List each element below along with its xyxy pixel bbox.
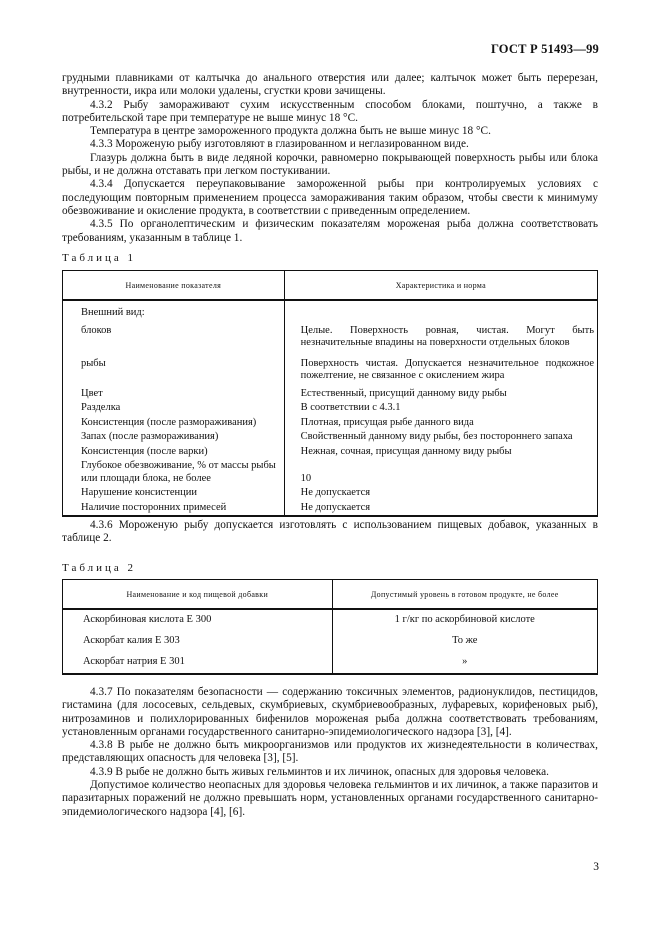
table1-header-value: Характеристика и норма [284, 271, 597, 301]
table1-cell-name: Глубокое обезвоживание, % от массы рыбы или площади блока, не более [63, 459, 285, 486]
table1-cell-name: Консистенция (после размораживания) [63, 416, 285, 431]
table-row [63, 631, 598, 652]
table2-cell-name: Аскорбиновая кислота Е 300 [63, 609, 333, 631]
table1-cell-name: Нарушение консистенции [63, 486, 285, 501]
table-row [63, 609, 598, 631]
table1-cell-value: Естественный, присущий данному виду рыбы [284, 387, 597, 402]
table2-cell-name: Аскорбат натрия Е 301 [63, 652, 333, 674]
table1-cell-name: Запах (после размораживания) [63, 430, 285, 445]
table2-cell-value: То же [332, 631, 597, 652]
table-row [63, 387, 598, 402]
table1-cell-value: Нежная, сочная, присущая данному виду рыбы [284, 445, 597, 460]
table1-cell-value: Не допускается [284, 501, 597, 517]
table1-body [63, 300, 598, 516]
table1-cell-name: блоков [63, 321, 285, 354]
table1-cell-name: Разделка [63, 401, 285, 416]
paragraph-4-3-8: 4.3.8 В рыбе не должно быть микроорганизмов или продуктов их жизнедеятельности в количествах, представляющих опасность для человека [3], [5]. [62, 739, 598, 765]
table-row [63, 321, 598, 354]
table-row [63, 401, 598, 416]
table-row [63, 486, 598, 501]
table-row [63, 430, 598, 445]
table2-cell-value: » [332, 652, 597, 674]
table-2 [62, 579, 598, 675]
table1-cell-value: Не допускается [284, 486, 597, 501]
table1-cell-name: Наличие посторонних примесей [63, 501, 285, 517]
table2-cell-value: 1 г/кг по аскорбиновой кислоте [332, 609, 597, 631]
table1-cell-value: 10 [284, 459, 597, 486]
table1-cell-name: рыбы [63, 354, 285, 387]
table1-header-name: Наименование показателя [63, 271, 285, 301]
paragraph: Глазурь должна быть в виде ледяной корочки, равномерно покрывающей поверхность рыбы или блока рыбы, и не должна отставать при легком постукивании. [62, 151, 598, 178]
table2-cell-name: Аскорбат калия Е 303 [63, 631, 333, 652]
table1-cell-value: Свойственный данному виду рыбы, без постороннего запаха [284, 430, 597, 445]
table2-header-value: Допустимый уровень в готовом продукте, не более [332, 580, 597, 610]
table1-caption-wrap [62, 252, 598, 265]
table2-header-name: Наименование и код пищевой добавки [63, 580, 333, 610]
table1-cell-value: Плотная, присущая рыбе данного вида [284, 416, 597, 431]
table1-cell-value: Поверхность чистая. Допускается незначительное подкожное пожелтение, не связанное с окислением жира [284, 354, 597, 387]
standard-header: ГОСТ Р 51493—99 [490, 42, 599, 56]
paragraph: грудными плавниками от калтычка до анального отверстия или далее; калтычок может быть перерезан, внутренности, икра или молоки удалены, сгустки крови зачищены. [62, 72, 598, 98]
table1-cell-name: Цвет [63, 387, 285, 402]
paragraph-4-3-9: 4.3.9 В рыбе не должно быть живых гельминтов и их личинок, опасных для здоровья человека. [90, 765, 549, 778]
table1-cell-value: В соответствии с 4.3.1 [284, 401, 597, 416]
table-row [63, 501, 598, 517]
bottom-text-block [62, 686, 598, 819]
paragraph: Температура в центре замороженного продукта должна быть не выше минус 18 °С. [90, 125, 491, 138]
table2-caption: Таблица 2 [62, 562, 137, 574]
paragraph-4-3-4: 4.3.4 Допускается переупаковывание замороженной рыбы при контролируемых условиях с последующим повторным применением процесса замораживания таким образом, чтобы свести к минимуму обезвоживание и окисление продукта, в соответствии с приведенным определением. [62, 178, 598, 217]
table1-cell-value: Целые. Поверхность ровная, чистая. Могут быть незначительные впадины на поверхности отдельных блоков [284, 321, 597, 354]
table1-cell-value [284, 300, 597, 321]
table-1 [62, 270, 598, 517]
table1-cell-name: Внешний вид: [63, 300, 285, 321]
paragraph-4-3-3: 4.3.3 Мороженую рыбу изготовляют в глазированном и неглазированном виде. [90, 138, 469, 151]
page-number: 3 [593, 861, 599, 873]
paragraph-4-3-2: 4.3.2 Рыбу замораживают сухим искусственным способом блоками, поштучно, а также в потребительской таре при температуре не выше минус 18 °С. [62, 98, 598, 124]
mid-text-block [62, 519, 598, 546]
table-row [63, 459, 598, 486]
paragraph: Допустимое количество неопасных для здоровья человека гельминтов и их личинок, а также паразитов и паразитарных поражений не должно превышать норм, установленных органами государственного санитарно-эпидемиологического надзора [4], [6]. [62, 779, 598, 818]
top-text-block [62, 72, 598, 245]
paragraph-4-3-7: 4.3.7 По показателям безопасности — содержанию токсичных элементов, радионуклидов, пестицидов, гистамина (для лососевых, сельдевых, скумбриевых, скумбриевообразных, луфаревых, корифеновых рыб), нитрозаминов и полихлорированных бифенилов мороженая рыба должна соответствовать требованиям, установленным органами государственного санитарно-эпидемиологического надзора [3], [4]. [62, 686, 598, 738]
table-row [63, 300, 598, 321]
table-row [63, 652, 598, 674]
table1-caption: Таблица 1 [62, 252, 137, 264]
table1-cell-name: Консистенция (после варки) [63, 445, 285, 460]
table2-caption-wrap [62, 562, 598, 575]
paragraph-4-3-5: 4.3.5 По органолептическим и физическим показателям мороженая рыба должна соответствовать требованиям, указанным в таблице 1. [62, 218, 598, 244]
table-row [63, 354, 598, 387]
table-row [63, 445, 598, 460]
paragraph-4-3-6: 4.3.6 Мороженую рыбу допускается изготовлять с использованием пищевых добавок, указанных в таблице 2. [62, 519, 598, 545]
table-row [63, 416, 598, 431]
table2-body [63, 609, 598, 674]
